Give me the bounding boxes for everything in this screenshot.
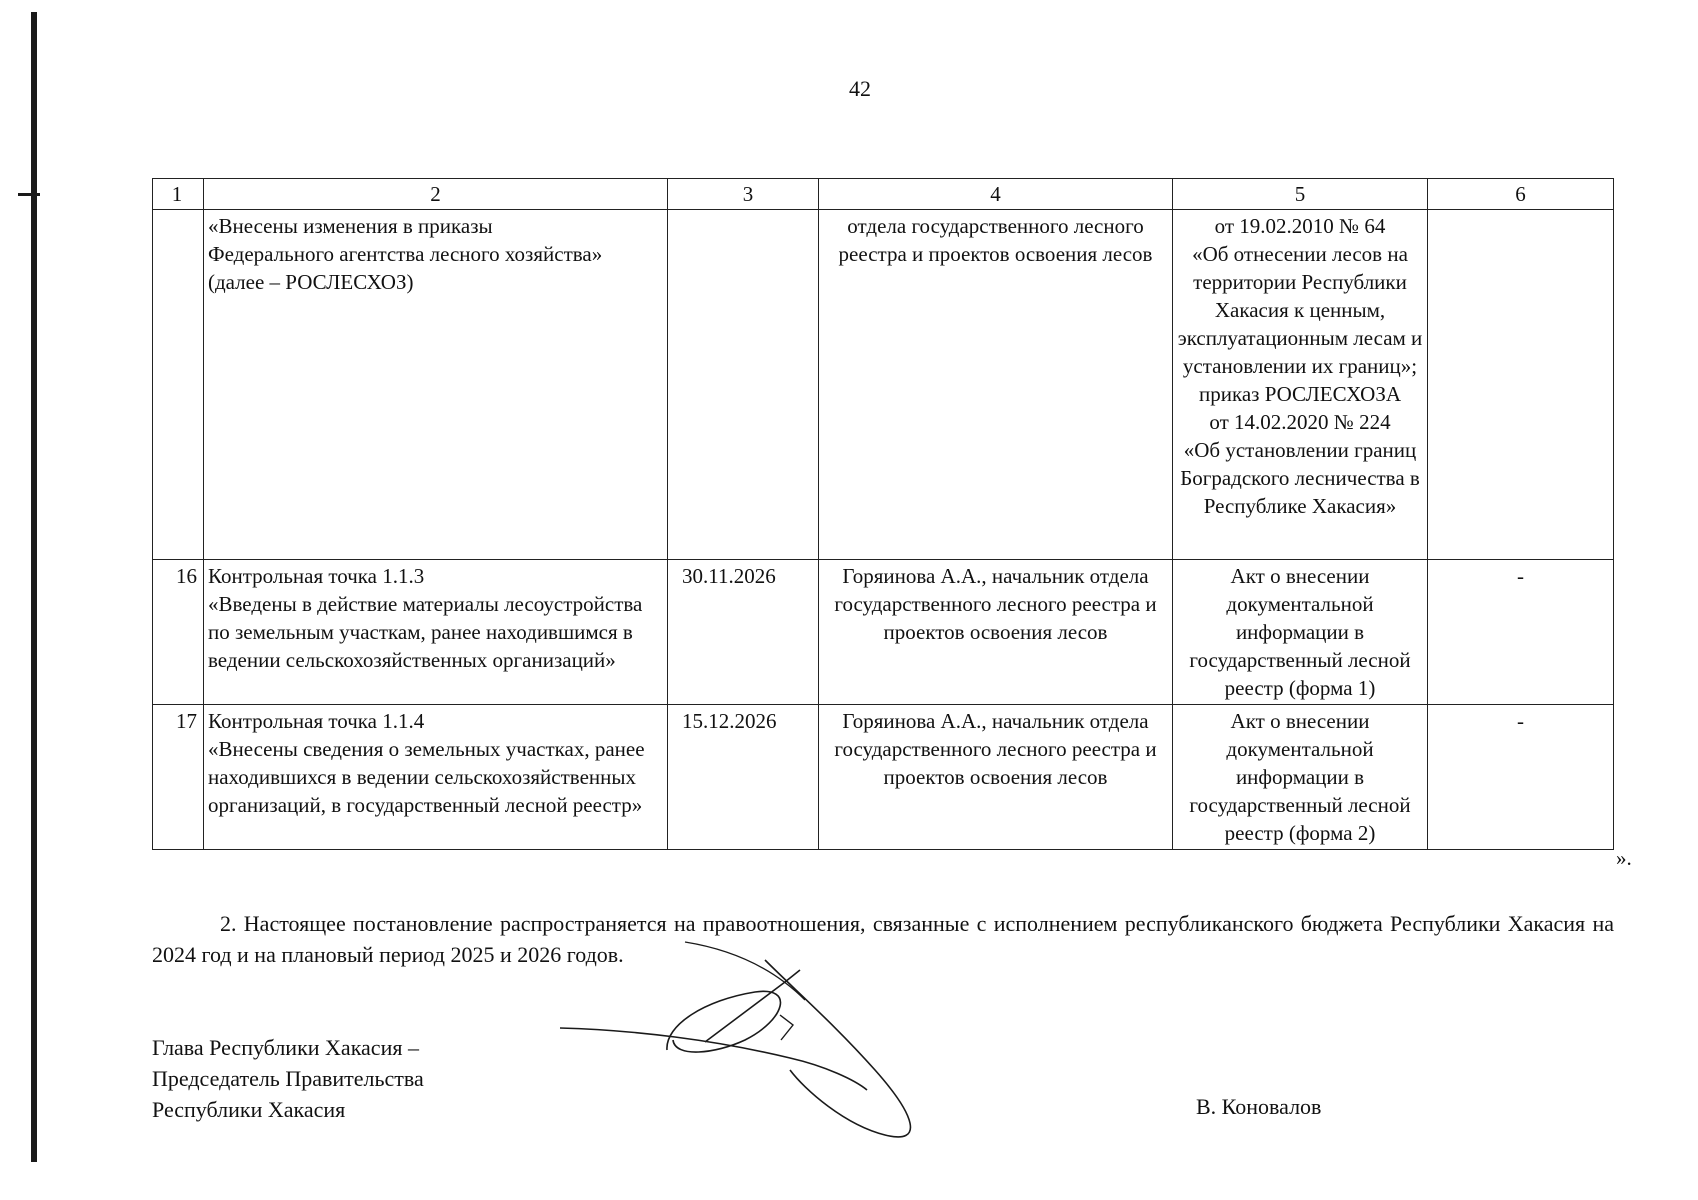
row-number-cell — [153, 210, 204, 560]
table-header-row — [153, 179, 1614, 210]
header-cell-3: 3 — [668, 179, 819, 210]
row-document-cell: от 19.02.2010 № 64 «Об отнесении лесов на территории Республики Хакасия к ценным, эксплуатационным лесам и установлении их границ»; приказ РОСЛЕСХОЗА от 14.02.2020 № 224 «Об установлении границ Боградского лесничества в Республике Хакасия» — [1173, 210, 1428, 560]
row-note-cell — [1428, 210, 1614, 560]
row-number-cell: 17 — [153, 705, 204, 850]
header-cell-2: 2 — [204, 179, 668, 210]
page-number: 42 — [849, 76, 871, 101]
signatory-position: Глава Республики Хакасия – Председатель Правительства Республики Хакасия — [152, 1035, 424, 1122]
row-date-cell — [668, 210, 819, 560]
plan-table — [152, 178, 1614, 850]
row-date-cell: 15.12.2026 — [668, 705, 819, 850]
binding-tick-mark — [18, 193, 40, 196]
table-row — [153, 210, 1614, 560]
signer-name: В. Коновалов — [1196, 1094, 1322, 1119]
row-note-cell: - — [1428, 560, 1614, 705]
handwritten-signature — [555, 930, 975, 1150]
table-row — [153, 560, 1614, 705]
row-responsible-cell: Горяинова А.А., начальник отдела государственного лесного реестра и проектов освоения лесов — [819, 705, 1173, 850]
row-note-cell: - — [1428, 705, 1614, 850]
header-cell-1: 1 — [153, 179, 204, 210]
row-name-cell: Контрольная точка 1.1.4 «Внесены сведения о земельных участках, ранее находившихся в ведении сельскохозяйственных организаций, в государственный лесной реестр» — [204, 705, 668, 850]
row-number-cell: 16 — [153, 560, 204, 705]
row-responsible-cell: Горяинова А.А., начальник отдела государственного лесного реестра и проектов освоения лесов — [819, 560, 1173, 705]
table-row — [153, 705, 1614, 850]
binding-edge-line — [31, 12, 37, 1162]
closing-quote-mark: ». — [1616, 846, 1632, 870]
row-responsible-cell: отдела государственного лесного реестра и проектов освоения лесов — [819, 210, 1173, 560]
row-name-cell: Контрольная точка 1.1.3 «Введены в действие материалы лесоустройства по земельным участкам, ранее находившимся в ведении сельскохозяйственных организаций» — [204, 560, 668, 705]
row-document-cell: Акт о внесении документальной информации в государственный лесной реестр (форма 1) — [1173, 560, 1428, 705]
header-cell-4: 4 — [819, 179, 1173, 210]
header-cell-5: 5 — [1173, 179, 1428, 210]
row-date-cell: 30.11.2026 — [668, 560, 819, 705]
header-cell-6: 6 — [1428, 179, 1614, 210]
row-document-cell: Акт о внесении документальной информации в государственный лесной реестр (форма 2) — [1173, 705, 1428, 850]
row-name-cell: «Внесены изменения в приказы Федерального агентства лесного хозяйства» (далее – РОСЛЕСХОЗ) — [204, 210, 668, 560]
clause-paragraph: 2. Настоящее постановление распространяется на правоотношения, связанные с исполнением республиканского бюджета Республики Хакасия на 2024 год и на плановый период 2025 и 2026 годов. — [152, 911, 1614, 967]
